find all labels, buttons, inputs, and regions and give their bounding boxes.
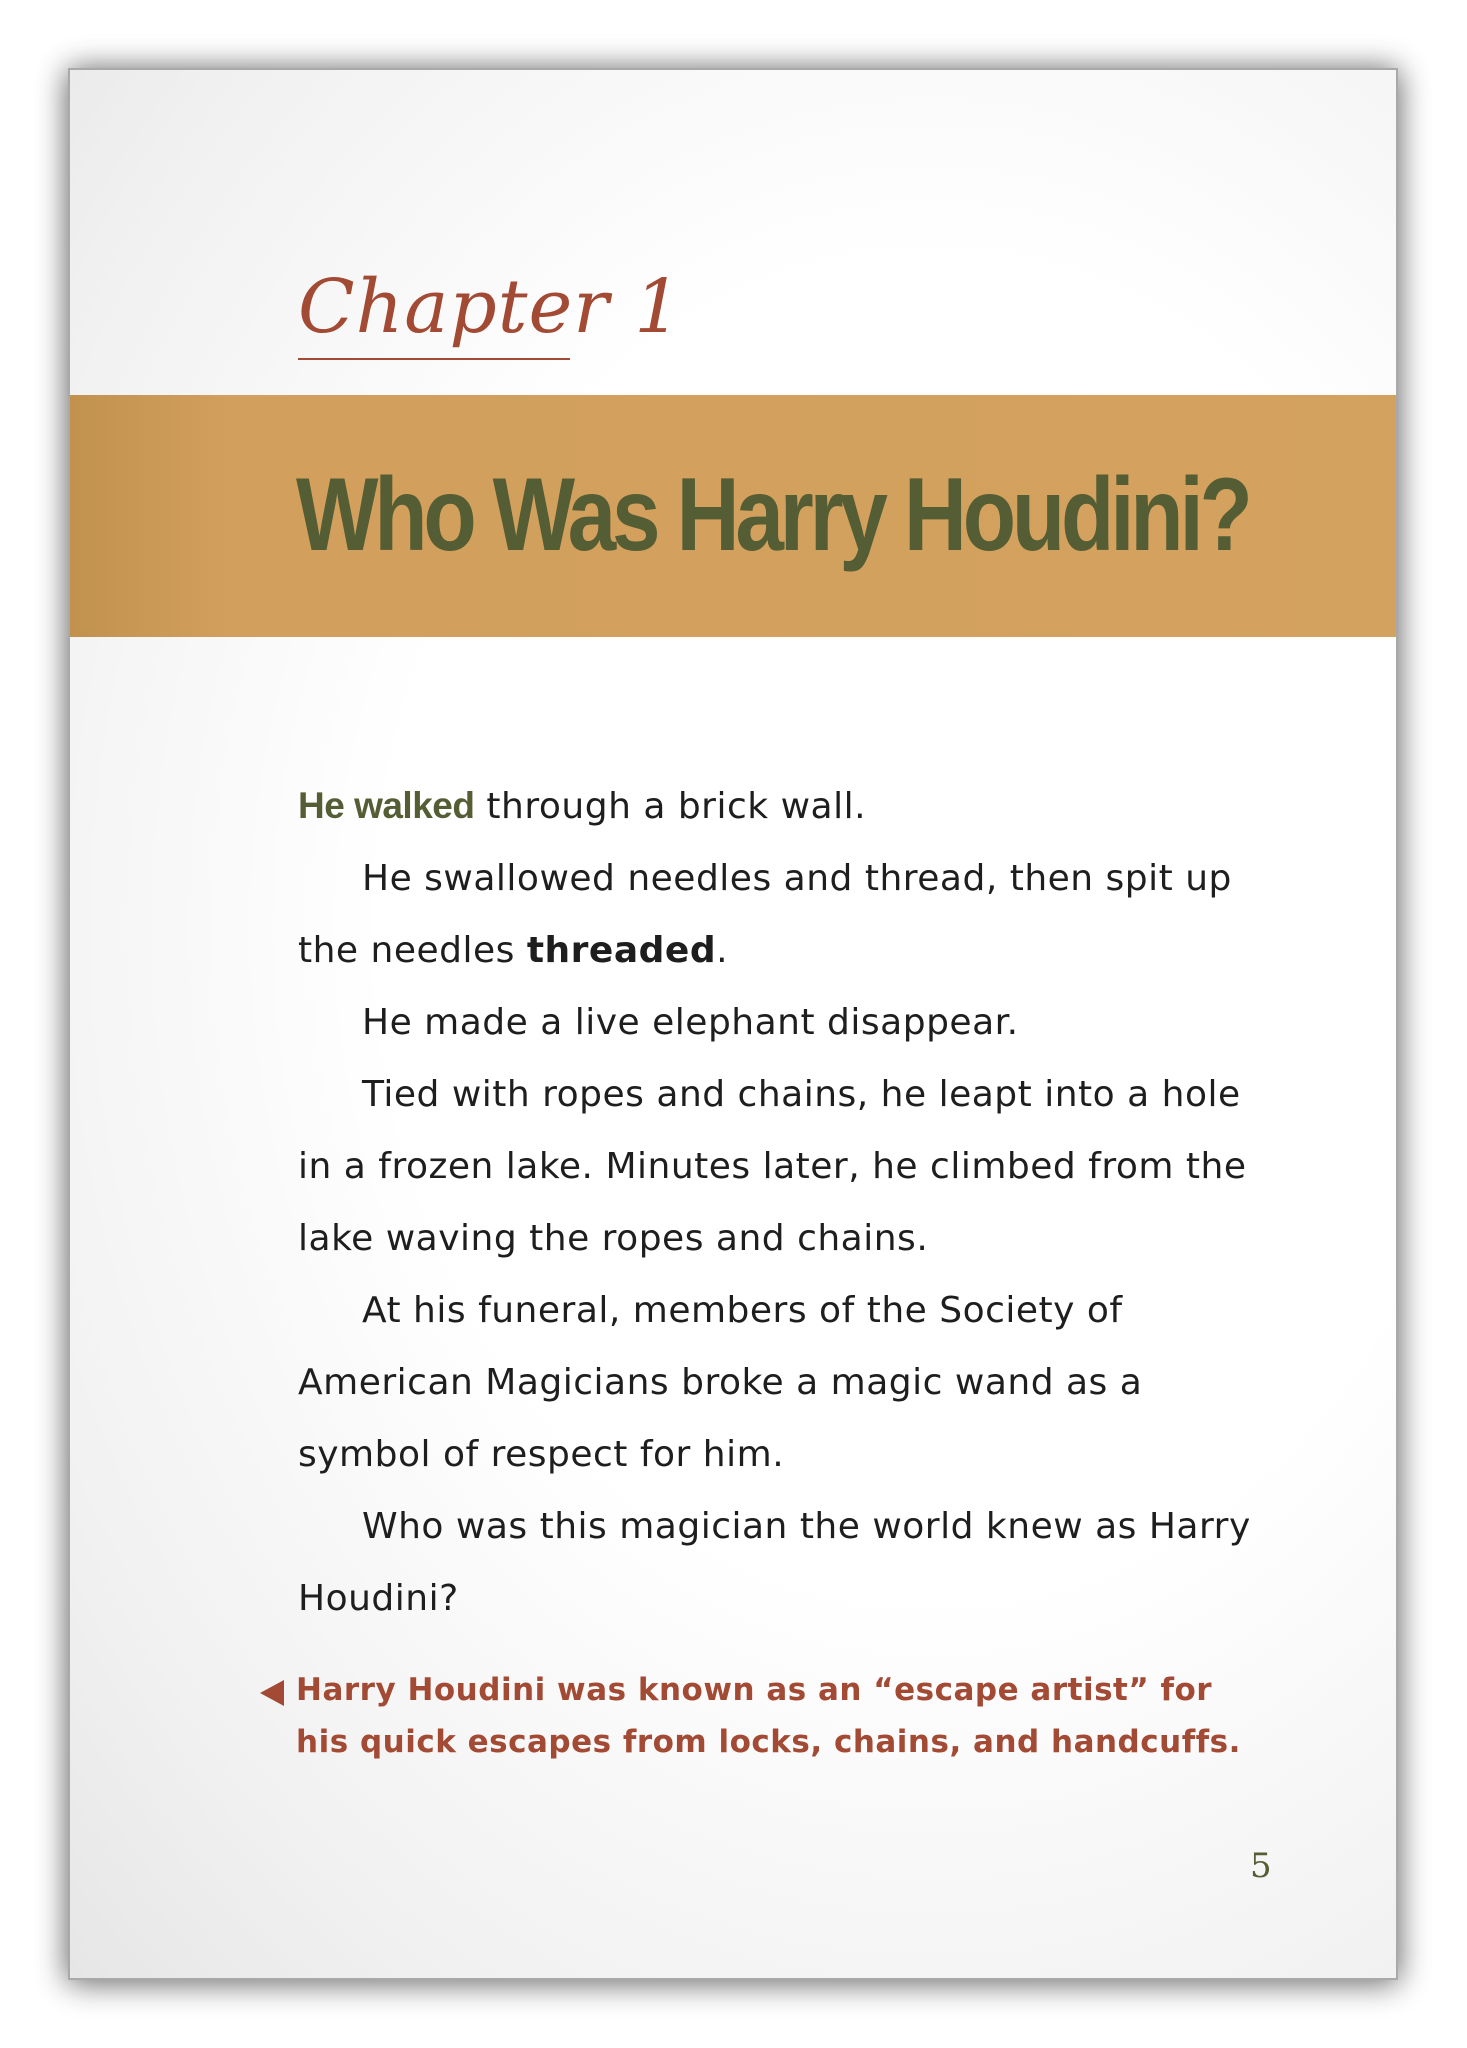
paragraph-2 [298, 843, 1258, 987]
paragraph-4: Tied with ropes and chains, he leapt into a hole in a frozen lake. Minutes later, he climbed from the lake waving the ropes and chains. [298, 1074, 1247, 1259]
title-band [70, 395, 1396, 637]
chapter-underline [298, 358, 570, 360]
caption-pointer-icon [260, 1680, 284, 1706]
paragraph-1-rest: through a brick wall. [474, 786, 867, 827]
page-number: 5 [1250, 1846, 1272, 1886]
paragraph-2-before: He swallowed needles and thread, then spit up the needles [298, 858, 1232, 971]
paragraph-5: At his funeral, members of the Society of American Magicians broke a magic wand as a symbol of respect for him. [298, 1290, 1143, 1475]
paragraph-1 [298, 770, 1258, 843]
body-text [298, 770, 1258, 1635]
bold-word: threaded [526, 930, 717, 971]
lead-in: He walked [298, 785, 475, 826]
chapter-label: Chapter 1 [298, 264, 683, 350]
book-page [68, 68, 1398, 1980]
chapter-title: Who Was Harry Houdini? [296, 457, 1249, 573]
image-caption: Harry Houdini was known as an “escape artist” for his quick escapes from locks, chains, and handcuffs. [296, 1672, 1241, 1760]
paragraph-2-after: . [716, 930, 729, 971]
paragraph-6: Who was this magician the world knew as Harry Houdini? [298, 1506, 1251, 1619]
paragraph-3: He made a live elephant disappear. [362, 1002, 1019, 1043]
